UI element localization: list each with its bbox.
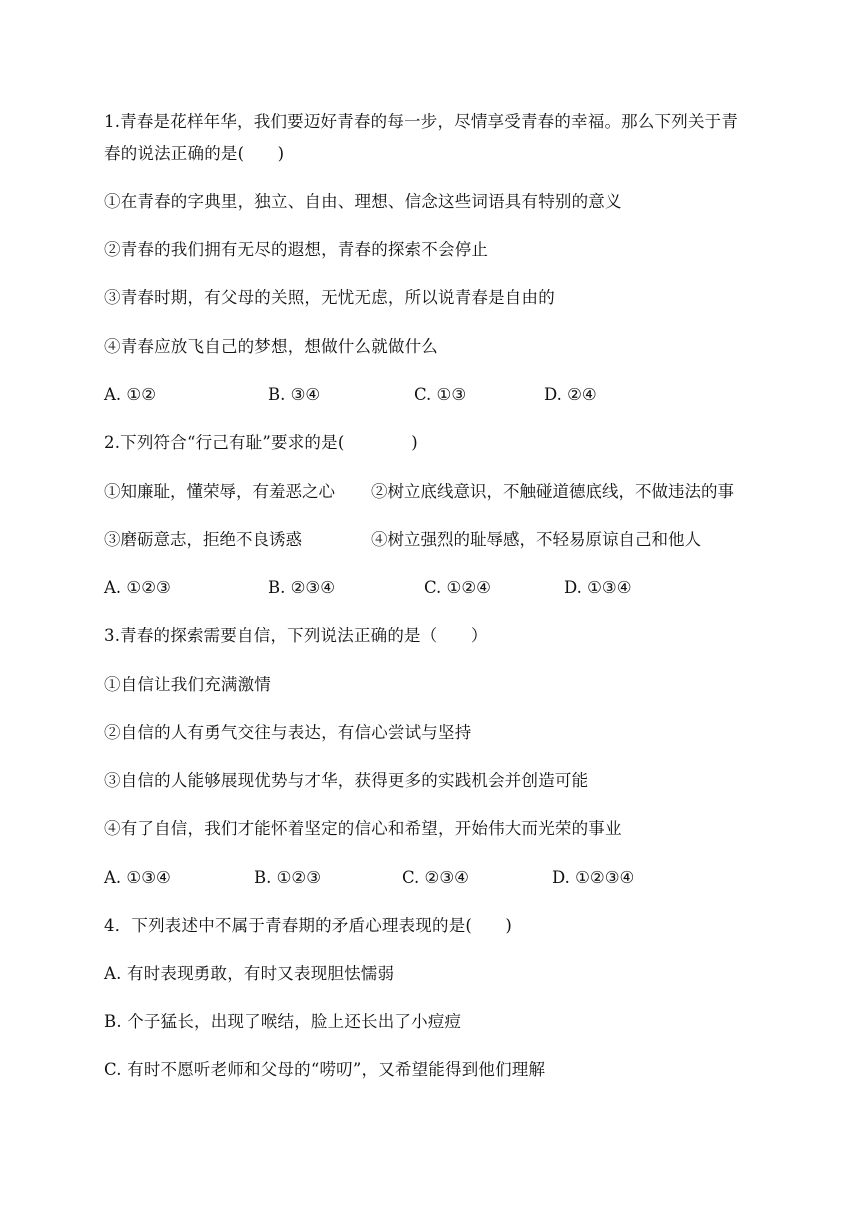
q1-item-3: ③青春时期，有父母的关照，无忧无虑，所以说青春是自由的 [104,288,555,307]
q3-item-3: ③自信的人能够展现优势与才华，获得更多的实践机会并创造可能 [104,771,589,790]
q3-option-c: C. ②③④ [402,868,469,887]
q2-item-2: ②树立底线意识，不触碰道德底线，不做违法的事 [371,482,734,501]
q2-option-b: B. ②③④ [268,578,335,597]
q1-item-2: ②青春的我们拥有无尽的遐想，青春的探索不会停止 [104,240,489,259]
q2-item-1: ①知廉耻，懂荣辱，有羞恶之心 [104,482,335,501]
q3-option-b: B. ①②③ [254,868,321,887]
q1-stem-line2: 春的说法正确的是( ) [104,144,285,163]
q1-option-b: B. ③④ [268,385,321,404]
q3-item-1: ①自信让我们充满激情 [104,675,271,694]
q2-option-a: A. ①②③ [104,578,171,597]
q3-item-4: ④有了自信，我们才能怀着坚定的信心和希望，开始伟大而光荣的事业 [104,819,622,838]
q2-item-4: ④树立强烈的耻辱感，不轻易原谅自己和他人 [371,530,701,549]
q4-option-b: B. 个子猛长，出现了喉结，脸上还长出了小痘痘 [104,1012,462,1031]
q3-stem: 3.青春的探索需要自信，下列说法正确的是（ ） [104,626,488,645]
q2-stem: 2.下列符合“行己有耻”要求的是( ) [104,433,418,452]
q4-option-a: A. 有时表现勇敢，有时又表现胆怯懦弱 [104,964,395,983]
q3-option-d: D. ①②③④ [552,868,635,887]
q1-option-c: C. ①③ [414,385,467,404]
q4-option-c: C. 有时不愿听老师和父母的“唠叨”，又希望能得到他们理解 [104,1060,546,1079]
q2-option-d: D. ①③④ [564,578,632,597]
q3-option-a: A. ①③④ [104,868,171,887]
q1-stem-line1: 1.青春是花样年华，我们要迈好青春的每一步，尽情享受青春的幸福。那么下列关于青 [104,112,739,131]
q2-item-3: ③磨砺意志，拒绝不良诱惑 [104,530,302,549]
q1-item-1: ①在青春的字典里，独立、自由、理想、信念这些词语具有特别的意义 [104,192,622,211]
q4-stem: 4．下列表述中不属于青春期的矛盾心理表现的是( ) [104,916,513,935]
q1-option-a: A. ①② [104,385,156,404]
q1-option-d: D. ②④ [544,385,597,404]
q2-option-c: C. ①②④ [424,578,491,597]
q3-item-2: ②自信的人有勇气交往与表达，有信心尝试与坚持 [104,723,472,742]
q1-item-4: ④青春应放飞自己的梦想，想做什么就做什么 [104,337,438,356]
